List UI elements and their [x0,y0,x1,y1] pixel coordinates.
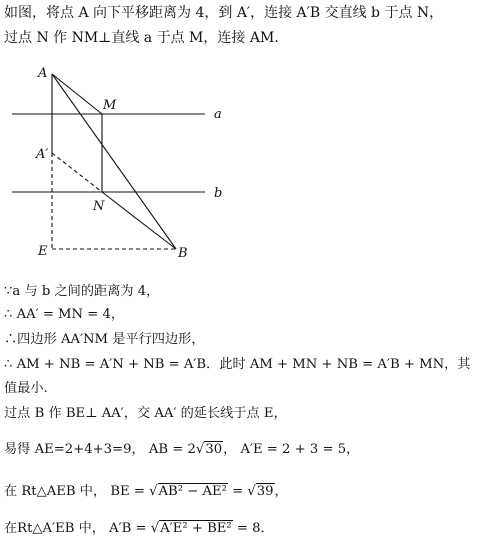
line-10-mid: = [227,484,248,499]
line-9-suffix: ， A′E = 2 + 3 = 5， [223,442,360,457]
line-11-suffix: = 8． [232,521,274,536]
sqrt-30-radicand: 30 [205,442,223,457]
label-b: b [214,186,223,201]
geometry-figure [0,58,260,268]
label-A-prime: A′ [36,147,49,162]
text-line-4: ∴ AA′ = MN = 4， [4,307,125,322]
label-N: N [93,199,105,214]
text-line-10 [4,483,288,501]
sqrt-30: √30 [195,442,223,457]
line-11-prefix: 在Rt△A′EB 中， A′B = [4,521,151,536]
text-line-2: 过点 N 作 NM⊥直线 a 于点 M，连接 AM. [4,30,279,46]
sqrt-39-radicand: 39 [256,484,274,499]
line-10-suffix: ， [274,484,288,499]
line-10-prefix: 在 Rt△AEB 中， BE = [4,484,150,499]
text-line-9 [4,441,359,459]
label-A: A [38,66,48,81]
text-line-1: 如图，将点 A 向下平移距离为 4，到 A′，连接 A′B 交直线 b 于点 N， [4,5,444,21]
sqrt-ab-ae-radicand: AB² − AE² [158,484,227,499]
text-line-5: ∴四边形 AA′NM 是平行四边形， [4,332,205,347]
label-B: B [178,246,188,261]
label-M: M [103,98,117,113]
label-a: a [214,107,222,122]
sqrt-39: √39 [247,484,274,499]
sqrt-ab-ae: √AB² − AE² [149,484,227,499]
label-E: E [38,244,48,259]
text-line-6: ∴ AM + NB = A′N + NB = A′B．此时 AM + MN + NB = A′B + MN，其 [4,357,471,372]
text-line-3: ∵a 与 b 之间的距离为 4， [4,284,160,299]
segment-a-prime-n [52,153,102,192]
text-line-11 [4,520,274,538]
text-line-7: 值最小. [4,381,48,396]
segment-am [52,74,102,114]
segment-nb [102,192,176,249]
text-line-8: 过点 B 作 BE⊥ AA′，交 AA′ 的延长线于点 E， [4,406,287,421]
sqrt-a-prime-e-be-radicand: A′E² + BE² [160,521,232,536]
sqrt-a-prime-e-be: √A′E² + BE² [150,521,232,536]
line-9-prefix: 易得 AE=2+4+3=9， AB = 2 [4,442,196,457]
